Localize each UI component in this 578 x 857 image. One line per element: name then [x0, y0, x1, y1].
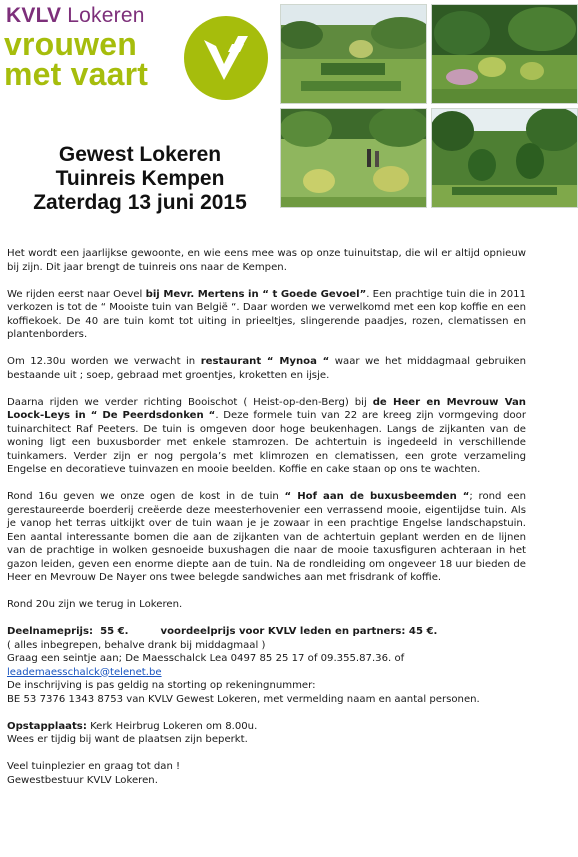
account-line: BE 53 7376 1343 8753 van KVLV Gewest Lokeren, met vermelding naam en aantal personen. — [7, 693, 480, 705]
departure-note: Wees er tijdig bij want de plaatsen zijn beperkt. — [7, 734, 248, 745]
logo-v-emblem-icon — [182, 14, 270, 102]
p3-highlight: de Heer en Mevrouw Van Loock-Leys in “ De Peerdsdonken “ — [7, 396, 526, 421]
kvlv-logo — [4, 4, 274, 116]
email-link[interactable]: leademaesschalck@telenet.be — [7, 666, 162, 678]
p1-highlight: bij Mevr. Mertens in “ t Goede Gevoel” — [145, 288, 367, 300]
title-line-3: Zaterdag 13 juni 2015 — [33, 191, 247, 214]
email-line — [7, 666, 526, 680]
title-line-1: Gewest Lokeren — [58, 143, 222, 166]
page-title — [0, 143, 280, 215]
paragraph-buxusbeemden — [7, 490, 526, 585]
p3-text-a: Daarna rijden we verder richting Booischot ( Heist-op-den-Berg) bij — [7, 396, 373, 408]
p4-highlight: “ Hof aan de buxusbeemden “ — [284, 491, 470, 502]
garden-photo-1 — [280, 4, 427, 104]
departure-label: Opstapplaats: — [7, 720, 87, 732]
logo-place: Lokeren — [67, 4, 145, 27]
paragraph-lunch — [7, 355, 526, 382]
title-line-2: Tuinreis Kempen — [55, 167, 225, 190]
price-inclusive: ( alles inbegrepen, behalve drank bij middagmaal ) — [7, 639, 266, 651]
logo-brand: KVLV — [6, 4, 62, 27]
p2-highlight: restaurant “ Mynoa “ — [200, 356, 330, 367]
paragraph-booischot — [7, 396, 526, 477]
p2-text-a: Om 12.30u worden we verwacht in — [7, 356, 201, 367]
garden-photo-2 — [431, 4, 578, 104]
closing-line-1: Veel tuinplezier en graag tot dan ! — [7, 761, 181, 772]
departure-text: Kerk Heirbrug Lokeren om 8.00u. — [86, 720, 258, 732]
logo-brand-text — [6, 4, 145, 28]
p4-text-c: ; rond een gerestaureerde boerderij creëerde deze meesterhovenier een verrassend mooie, eigentijdse tuin. Als je vanop het terras uitkijkt over de tuin waan je je zowaar in een prachtige Engelse landschapstuin. Een aantal interessante bomen die aan de zijkanten van de achtertuin geplant werden en de lijnen van de prachtige in wolken gesnoeide buxushagen die naar de mooie taxusfiguren achteraan in het gazon leiden, geven een enorme diepte aan de tuin. Na de rondleiding om ongeveer 18 uur bieden de Heer en Mevrouw De Nayer ons twee belegde sandwiches aan met frisdrank of koffie. — [7, 491, 526, 583]
intro-paragraph: Het wordt een jaarlijkse gewoonte, en wie eens mee was op onze tuinuitstap, die wil er altijd opnieuw bij zijn. Dit jaar brengt de tuinreis ons naar de Kempen. — [7, 248, 526, 273]
logo-slogan-line2: met vaart — [4, 56, 149, 92]
letter-body — [7, 247, 526, 787]
closing-line-2: Gewestbestuur KVLV Lokeren. — [7, 774, 158, 786]
price-value: 55 €. — [93, 626, 129, 637]
p1-text-c: . Een prachtige tuin die in 2011 verkozen is tot de “ Mooiste tuin van België “. Daar worden we verwelkomd met een kop koffie en een koffiekoek. De 40 are tuin komt tot uiting in prieeltjes, slingerende paadjes, rozen, clematissen en plantenborders. — [7, 288, 526, 340]
contact-line: Graag een seintje aan; De Maesschalck Lea 0497 85 25 17 of 09.355.87.36. of — [7, 653, 405, 664]
payment-line: De inschrijving is pas geldig na storting op rekeningnummer: — [7, 680, 316, 691]
garden-photo-grid — [280, 4, 574, 208]
logo-slogan-line1: vrouwen — [4, 26, 137, 62]
paragraph-oevel — [7, 288, 526, 342]
p1-text-a: We rijden eerst naar Oevel — [7, 288, 146, 300]
departure-line — [7, 720, 526, 734]
price-line — [7, 625, 526, 639]
price-label: Deelnameprijs: — [7, 626, 94, 637]
p4-text-a: Rond 16u geven we onze ogen de kost in de tuin — [7, 491, 285, 502]
garden-photo-3 — [280, 108, 427, 208]
member-price: voordeelprijs voor KVLV leden en partners: 45 €. — [160, 626, 438, 637]
p3-text-c: . Deze formele tuin van 22 are kreeg zijn vormgeving door tuinarchitect Raf Peeters. De tuin is omgeven door hoge beukenhagen. Langs de zijkanten van de woning ligt een buxusborder met enkele stamrozen. De achtertuin is ingedeeld in verschillende tuinkamers. Verder zijn er nog pergola’s met klimrozen en clematissen, een grote verzameling Engelse en decoratieve tuinvazen en mooie beelden. Koffie en cake staan op ons te wachten. — [7, 410, 526, 475]
garden-photo-4 — [431, 108, 578, 208]
paragraph-return: Rond 20u zijn we terug in Lokeren. — [7, 599, 183, 610]
p2-text-c: waar we het middagmaal gebruiken bestaande uit ; soep, gebraad met groentjes, kroketten en ijsje. — [7, 356, 527, 381]
